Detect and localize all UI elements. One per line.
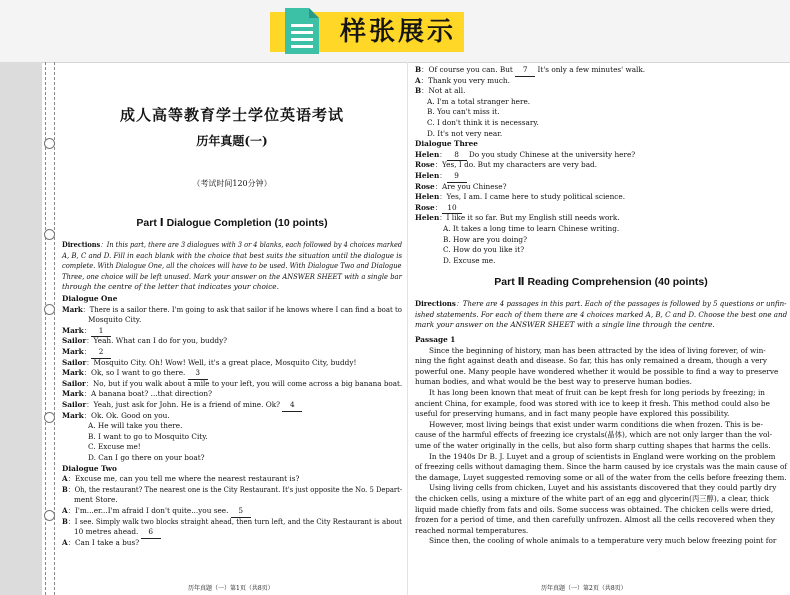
passage-line: Using living cells from chicken, Luyet and his assistants discovered that they could partly dry [429,483,777,493]
choice-item: A. He will take you there. [88,421,183,431]
directions-line: A, B, C and D. Fill in each blank with the choice that best suits the situation until the dialogue is [62,250,403,260]
page-title: 成人高等教育学士学位英语考试 [119,106,344,124]
binding-hole [44,412,55,423]
document-icon [283,6,321,56]
passage-line: However, most living beings that exist under warm conditions die when frozen. This is be- [429,419,763,429]
dialogue-line: B：Oh, the restaurant? The nearest one is the City Restaurant. It's just opposite the No. 5 Depart- [62,484,403,494]
dialogue-line: ment Store. [74,495,118,505]
choice-item: B. You can't miss it. [427,107,500,117]
choice-item: C. How do you like it? [443,245,525,255]
binding-hole [44,510,55,521]
choice-item: C. I don't think it is necessary. [427,118,539,127]
binding-hole [44,138,55,149]
choice-item: B. I want to go to Mosquito City. [88,431,208,441]
dialogue-line: A：Thank you very much. [415,75,510,85]
dialogue-line: B：Of course you can. But 7 It's only a few minutes' walk. [415,65,645,77]
passage-line: powerful one. Many people have wondered whether it would be possible to find a way to preserve [415,366,779,376]
banner-title: 样张展示 [340,17,457,47]
passage-line: ning the fight against death and disease. So far, this has only remained a dream, though a very [415,356,768,366]
exam-time: （考试时间120分钟） [192,179,272,188]
left-margin-strip [0,62,42,595]
dialogue-line: Mark： 2 [62,347,111,359]
page-divider [407,62,408,595]
choice-item: B. How are you doing? [443,234,528,244]
directions-line: Directions：In this part, there are 3 dialogues with 3 or 4 blanks, each followed by 4 choices marked [62,240,403,249]
dialogue-line: Mark： 1 [62,326,111,338]
passage-heading: Passage 1 [415,335,456,344]
passage-line: human bodies, and what would be the best way to preserve human bodies. [415,377,692,387]
dialogue-line: A：Can I take a bus? [62,537,140,547]
dialogue-line: Helen：Yes, I am. I came here to study political science. [415,192,626,202]
dialogue-line: Rose：Are you Chinese? [415,181,507,191]
dialogue-heading: Dialogue Three [415,139,478,149]
binding-hole [44,304,55,315]
answer-blank: 9 [447,171,467,183]
passage-line: ancient China, for example, food was stored with ice to keep it fresh. This method could also be [415,398,770,408]
passage-line: of freezing cells without damaging them. Since the harm caused by ice crystals was the main cause of [415,462,787,472]
choice-item: D. Can I go there on your boat? [88,453,205,462]
answer-blank: 10 [442,203,462,215]
directions-line: complete. With Dialogue One, all the choices will have to be used. With Dialogue Two and Dialogue [62,261,402,271]
directions-line: mark your answer on the ANSWER SHEET with a single line through the centre. [415,320,715,330]
passage-line: the damage, Luyet suggested removing some or all of the water from the cells before freezing them. [415,472,787,482]
exam-page-2 [415,62,787,595]
answer-blank: 3 [188,368,208,380]
part-heading: Part Ⅰ Dialogue Completion (10 points) [136,217,328,229]
dialogue-line: Sailor：Yeah, just ask for John. He is a friend of mine. Ok? 4 [62,400,302,412]
choice-item: D. It's not very near. [427,128,503,138]
binding-hole [44,229,55,240]
choice-item: A. I'm a total stranger here. [427,96,531,106]
passage-line: Since the beginning of history, man has been attracted by the idea of living forever, of win- [429,345,766,355]
banner [0,0,790,63]
passage-line: In the 1940s Dr B. J. Luyet and a group of scientists in England were working on the problem [429,451,776,461]
exam-page-1 [62,62,402,595]
dialogue-line: Sailor：No, but if you walk about a mile to your left, you will come across a big banana boat. [62,378,403,388]
page-footer: 历年真题（一）第1页（共8页） [188,585,274,592]
choice-item: C. Excuse me! [88,442,141,452]
dialogue-line: 10 metres ahead. 6 [74,527,161,539]
passage-line: useful for preserving humans, and in fact many people have explored this possibility. [415,409,730,419]
passage-line: Since then, the cooling of whole animals to a temperature very much below freezing point for [429,536,777,546]
dialogue-line: Rose： 10 [415,203,462,215]
directions-line: through the centre of the letter that indicates your choice. [62,282,279,292]
dialogue-line: A：I'm...er...I'm afraid I don't quite...you see. 5 [62,506,251,518]
dialogue-line: Mosquito City. [88,315,142,325]
page-footer: 历年真题（一）第2页（共8页） [541,585,627,592]
answer-blank: 5 [231,506,251,518]
dialogue-line: Helen：I like it so far. But my English still needs work. [415,213,620,223]
directions-line: Directions：There are 4 passages in this part. Each of the passages is followed by 5 questions or unfin- [415,299,787,308]
dialogue-line: Sailor：Yeah. What can I do for you, buddy? [62,336,228,346]
dialogue-line: Sailor：Mosquito City. Oh! Wow! Well, it's a great place, Mosquito City, buddy! [62,357,357,367]
answer-blank: 6 [141,527,161,539]
answer-blank: 4 [282,400,302,412]
dialogue-line: Mark：There is a sailor there. I'm going to ask that sailor if he knows where I can find a boat to [62,304,402,314]
dialogue-line: Rose：Yes, I do. But my characters are very bad. [415,160,598,170]
dialogue-line: Helen： 8 Do you study Chinese at the university here? [415,150,635,162]
passage-line: It has long been known that meat of fruit can be kept fresh for long periods by freezing; in [429,388,765,397]
passage-line: cause of the harmful effects of freezing ice crystals(晶体), which are not only larger than the vol- [415,430,773,440]
answer-blank: 2 [91,347,111,359]
dialogue-line: Helen： 9 [415,171,467,183]
dialogue-heading: Dialogue One [62,294,118,303]
passage-line: liquid made chiefly from fats and oils. Some success was obtained. The chicken cells were dried, [415,504,774,514]
directions-line: ished statements. For each of them there are 4 choices marked A, B, C and D. Choose the best one and [415,309,788,319]
directions-line: Three, one choice will be left unused. Mark your answer on the ANSWER SHEET with a single bar [62,271,402,281]
part-heading: Part Ⅱ Reading Comprehension (40 points) [494,276,708,288]
passage-line: reached normal temperatures. [415,525,529,535]
page-subtitle: 历年真题(一) [196,134,268,148]
passage-line: frozen for a period of time, and then carefully unfrozen. Almost all the cells recovered when they [415,515,775,525]
dialogue-line: Mark：A banana boat? ...that direction? [62,389,212,399]
answer-blank: 1 [91,326,111,338]
dialogue-line: B：I see. Simply walk two blocks straight ahead, then turn left, and the City Restaurant is about [62,516,402,526]
answer-blank: 8 [447,150,467,162]
dialogue-line: Mark：Ok, so I want to go there. 3 [62,368,208,380]
answer-blank: 7 [515,65,535,77]
passage-line: the chicken cells, using a mixture of the white part of an egg and glycerin(丙三醇), a clear, thick [415,494,769,503]
choice-item: A. It takes a long time to learn Chinese writing. [443,224,620,233]
passage-line: ume of the water originally in the cells, but also form sharp cutting shapes that harms the cells. [415,441,771,450]
dialogue-heading: Dialogue Two [62,463,117,473]
dialogue-line: Mark：Ok. Ok. Good on you. [62,410,170,420]
choice-item: D. Excuse me. [443,255,496,265]
dialogue-line: A：Excuse me, can you tell me where the nearest restaurant is? [62,474,300,484]
dialogue-line: B：Not at all. [415,86,466,96]
